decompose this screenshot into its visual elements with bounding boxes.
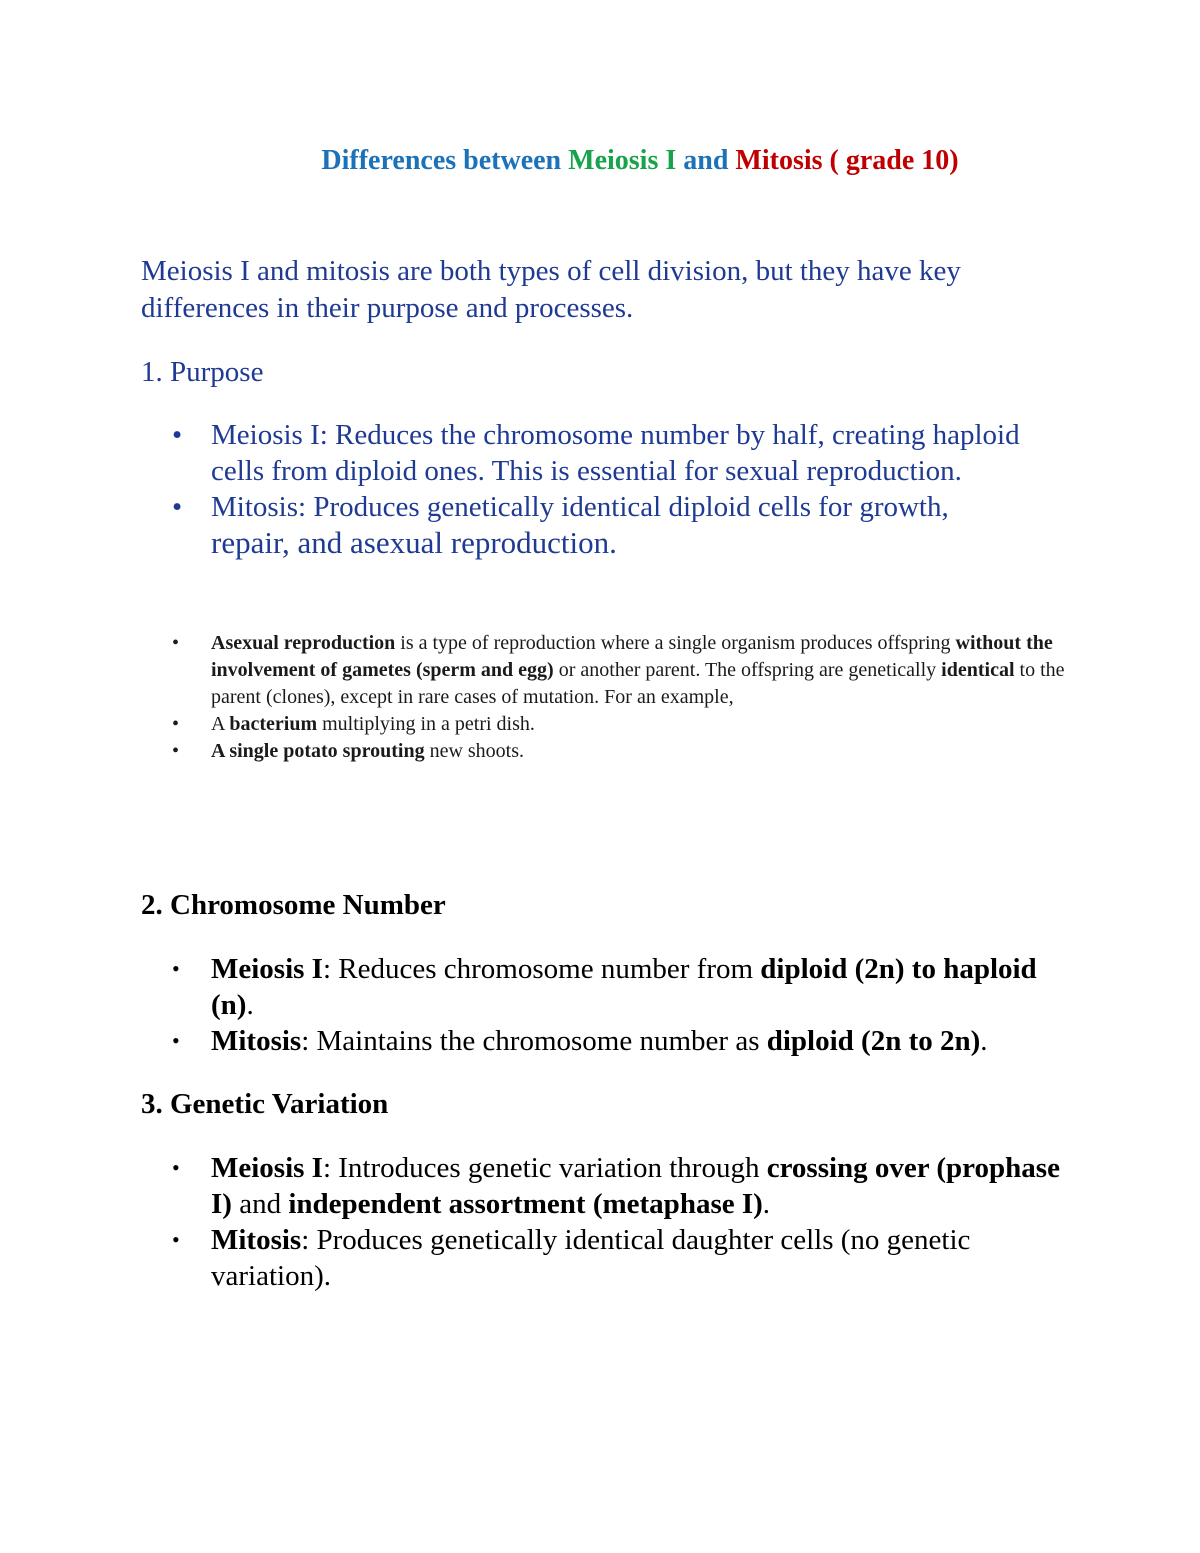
- bullet-icon: •: [172, 1155, 180, 1180]
- purpose-heading: 1. Purpose: [141, 356, 264, 388]
- chromosome-heading: 2. Chromosome Number: [141, 889, 446, 921]
- genetic-list: [141, 1150, 1071, 1294]
- chromosome-list: [141, 951, 1071, 1059]
- list-item: • Asexual reproduction is a type of reproduction where a single organism produces offspring without the involvement of gametes (sperm and egg) or another parent. The offspring are genetically identical to the parent (clones), except in rare cases of mutation. For an example,: [172, 632, 1065, 708]
- list-item: • Meiosis I: Reduces the chromosome number by half, creating haploid cells from diploid ones. This is essential for sexual reproduction.: [172, 419, 1020, 487]
- purpose-list: [141, 417, 1021, 562]
- bullet-icon: •: [172, 1227, 180, 1252]
- list-item: • Mitosis: Produces genetically identical diploid cells for growth, repair, and asexual reproduction.: [172, 491, 949, 560]
- bullet-icon: •: [172, 491, 183, 523]
- list-item: • Meiosis I: Reduces chromosome number from diploid (2n) to haploid (n).: [172, 953, 1037, 1021]
- bullet-icon: •: [172, 632, 180, 654]
- list-item: • Meiosis I: Introduces genetic variation through crossing over (prophase I) and independent assortment (metaphase I).: [172, 1152, 1060, 1220]
- bullet-icon: •: [172, 419, 183, 451]
- list-item: • Mitosis: Maintains the chromosome number as diploid (2n to 2n).: [172, 1025, 988, 1057]
- list-item: • Mitosis: Produces genetically identical daughter cells (no genetic variation).: [172, 1224, 971, 1292]
- bullet-icon: •: [172, 1028, 180, 1053]
- intro-paragraph: Meiosis I and mitosis are both types of cell division, but they have key differences in their purpose and processes.: [141, 255, 961, 324]
- genetic-heading: 3. Genetic Variation: [141, 1088, 389, 1120]
- bullet-icon: •: [172, 740, 180, 762]
- bullet-icon: •: [172, 956, 180, 981]
- list-item: • A bacterium multiplying in a petri dish.: [141, 711, 1071, 738]
- bullet-icon: •: [172, 713, 180, 735]
- page-title: Differences between Meiosis I and Mitosis ( grade 10): [321, 145, 959, 176]
- asexual-list: [141, 630, 1071, 765]
- list-item: • A single potato sprouting new shoots.: [141, 738, 1071, 765]
